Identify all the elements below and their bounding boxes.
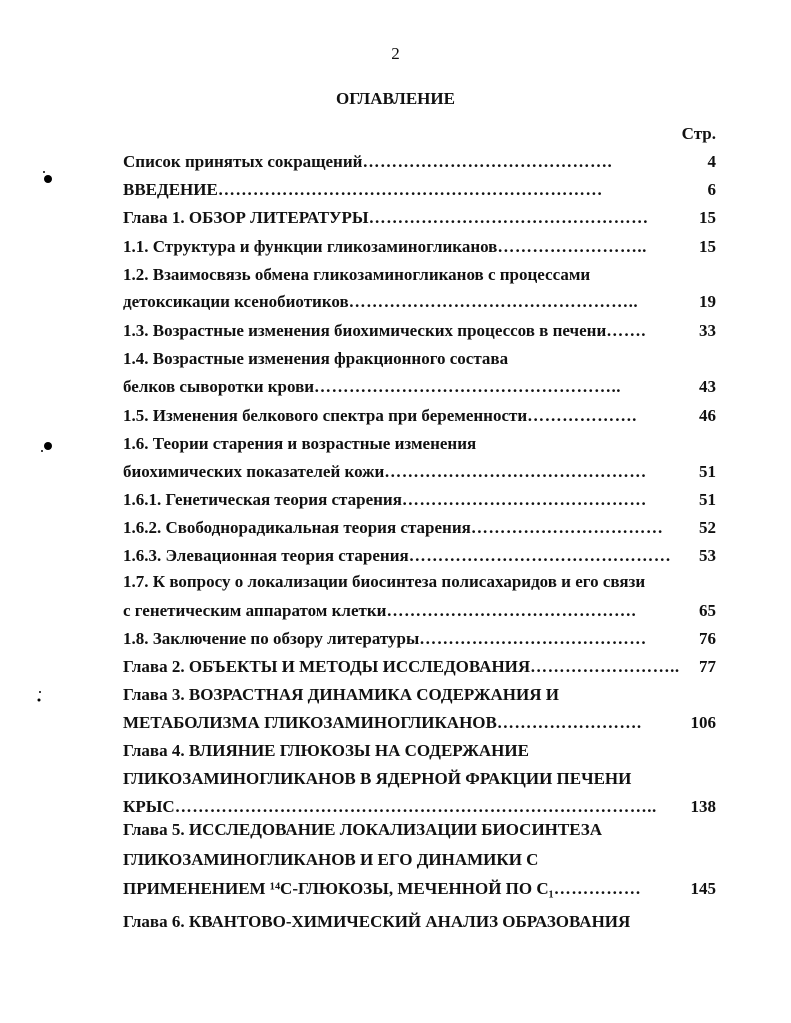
toc-entry-title: 1.5. Изменения белкового спектра при беременности [123,406,528,425]
toc-leader-dots: …………………………………… [401,490,647,509]
toc-entry[interactable] [123,850,716,870]
toc-entry[interactable] [123,769,716,789]
toc-entry-title: ГЛИКОЗАМИНОГЛИКАНОВ И ЕГО ДИНАМИКИ С [123,850,539,869]
toc-entry[interactable] [123,518,716,538]
toc-entry[interactable] [123,820,716,840]
toc-entry-page: 51 [699,490,716,509]
toc-entry-title: 1.4. Возрастные изменения фракционного состава [123,349,509,368]
toc-entry-title: 1.1. Структура и функции гликозаминогликанов [123,237,498,256]
toc-entry-title: Глава 2. ОБЪЕКТЫ И МЕТОДЫ ИССЛЕДОВАНИЯ [123,657,531,676]
toc-entry-page: 106 [690,713,716,732]
toc-entry-title: с генетическим аппаратом клетки [123,601,387,620]
toc-entry-page: 51 [699,462,716,481]
toc-entry-title: 1.6.3. Элевационная теория старения [123,546,409,565]
toc-leader-dots: ………………………………………….. [348,292,639,311]
toc-entry[interactable] [123,546,716,566]
scan-speck-icon [40,168,62,190]
toc-leader-dots: …………… [553,879,642,898]
toc-entry-page: 4 [707,152,716,171]
toc-leader-dots: ………………. [527,406,637,425]
toc-entry-title: 1.3. Возрастные изменения биохимических процессов в печени [123,321,607,340]
toc-entry[interactable] [123,292,716,312]
toc-entry-title: детоксикации ксенобиотиков [123,292,349,311]
toc-entry[interactable] [123,349,716,369]
toc-entry[interactable] [123,797,716,817]
toc-entry-title: 1.6. Теории старения и возрастные изменения [123,434,477,453]
toc-entry-page: 65 [699,601,716,620]
toc-entry-title: 1.7. К вопросу о локализации биосинтеза полисахаридов и его связи [123,572,646,591]
toc-entry-title: ПРИМЕНЕНИЕМ ¹⁴С-ГЛЮКОЗЫ, МЕЧЕННОЙ ПО С₁ [123,879,554,898]
toc-entry-page: 15 [699,208,716,227]
toc-leader-dots: ………………………………… [419,629,647,648]
page-number: 2 [391,44,400,63]
page-column-header: Стр. [681,124,716,143]
toc-entry-page: 43 [699,377,716,396]
toc-leader-dots: …………………………… [470,518,664,537]
toc-entry-page: 33 [699,321,716,340]
toc-entry-page: 77 [699,657,716,676]
toc-entry-page: 15 [699,237,716,256]
toc-entry-page: 138 [690,797,716,816]
toc-entry[interactable] [123,490,716,510]
toc-entry-title: КРЫС [123,797,175,816]
toc-entry[interactable] [123,237,716,257]
toc-entry[interactable] [123,741,716,761]
scan-speck-icon [34,688,48,708]
toc-entry-title: Глава 4. ВЛИЯНИЕ ГЛЮКОЗЫ НА СОДЕРЖАНИЕ [123,741,529,760]
toc-leader-dots: ……. [606,321,647,340]
toc-entry-title: ГЛИКОЗАМИНОГЛИКАНОВ В ЯДЕРНОЙ ФРАКЦИИ ПЕЧЕНИ [123,769,632,788]
toc-entry-title: Глава 5. ИССЛЕДОВАНИЕ ЛОКАЛИЗАЦИИ БИОСИНТЕЗА [123,820,603,839]
toc-entry[interactable] [123,377,716,397]
toc-leader-dots: ……………………. [496,713,642,732]
toc-entry-title: МЕТАБОЛИЗМА ГЛИКОЗАМИНОГЛИКАНОВ [123,713,497,732]
toc-entry[interactable] [123,180,716,200]
toc-entry[interactable] [123,321,716,341]
toc-entry-title: Глава 3. ВОЗРАСТНАЯ ДИНАМИКА СОДЕРЖАНИЯ И [123,685,559,704]
toc-entry-title: ВВЕДЕНИЕ [123,180,218,199]
scan-speck-icon [38,437,60,459]
toc-leader-dots: ……………………………………… [384,462,647,481]
toc-entry-page: 46 [699,406,716,425]
toc-entry-title: Список принятых сокращений [123,152,363,171]
toc-entry[interactable] [123,265,716,285]
toc-entry-page: 19 [699,292,716,311]
toc-entry[interactable] [123,406,716,426]
toc-entry-title: 1.8. Заключение по обзору литературы [123,629,420,648]
toc-entry-page: 145 [690,879,716,898]
toc-leader-dots: ……………………………………… [408,546,672,565]
toc-entry-title: белков сыворотки крови [123,377,315,396]
toc-entry-title: Глава 6. КВАНТОВО-ХИМИЧЕСКИЙ АНАЛИЗ ОБРАЗОВАНИЯ [123,912,631,931]
toc-entry[interactable] [123,713,716,733]
toc-leader-dots: …………………….. [497,237,647,256]
toc-entry-title: Глава 1. ОБЗОР ЛИТЕРАТУРЫ [123,208,369,227]
toc-entry[interactable] [123,629,716,649]
toc-entry-page: 76 [699,629,716,648]
toc-entry-title: 1.6.1. Генетическая теория старения [123,490,402,509]
toc-leader-dots: ……………………………………. [362,152,613,171]
toc-leader-dots: ……………………………………………………………………….. [174,797,657,816]
toc-entry[interactable] [123,601,716,621]
toc-entry[interactable] [123,572,716,592]
toc-entry-page: 6 [707,180,716,199]
toc-leader-dots: …………………….. [530,657,680,676]
toc-entry[interactable] [123,208,716,228]
toc-leader-dots: ………………………………………………………… [217,180,603,199]
toc-leader-dots: ……………………………………. [386,601,637,620]
toc-entry-page: 53 [699,546,716,565]
toc-entry[interactable] [123,434,716,454]
toc-entry-title: биохимических показателей кожи [123,462,385,481]
toc-leader-dots: …………………………………………….. [314,377,622,396]
toc-entry-title: 1.2. Взаимосвязь обмена гликозаминогликанов с процессами [123,265,591,284]
toc-entry[interactable] [123,879,716,899]
toc-entry-title: 1.6.2. Свободнорадикальная теория старения [123,518,471,537]
toc-entry[interactable] [123,685,716,705]
toc-entry[interactable] [123,462,716,482]
toc-entry[interactable] [123,152,716,172]
toc-entry[interactable] [123,912,716,932]
toc-leader-dots: ………………………………………… [368,208,649,227]
toc-entry-page: 52 [699,518,716,537]
toc-entry[interactable] [123,657,716,677]
toc-title: ОГЛАВЛЕНИЕ [336,89,455,108]
